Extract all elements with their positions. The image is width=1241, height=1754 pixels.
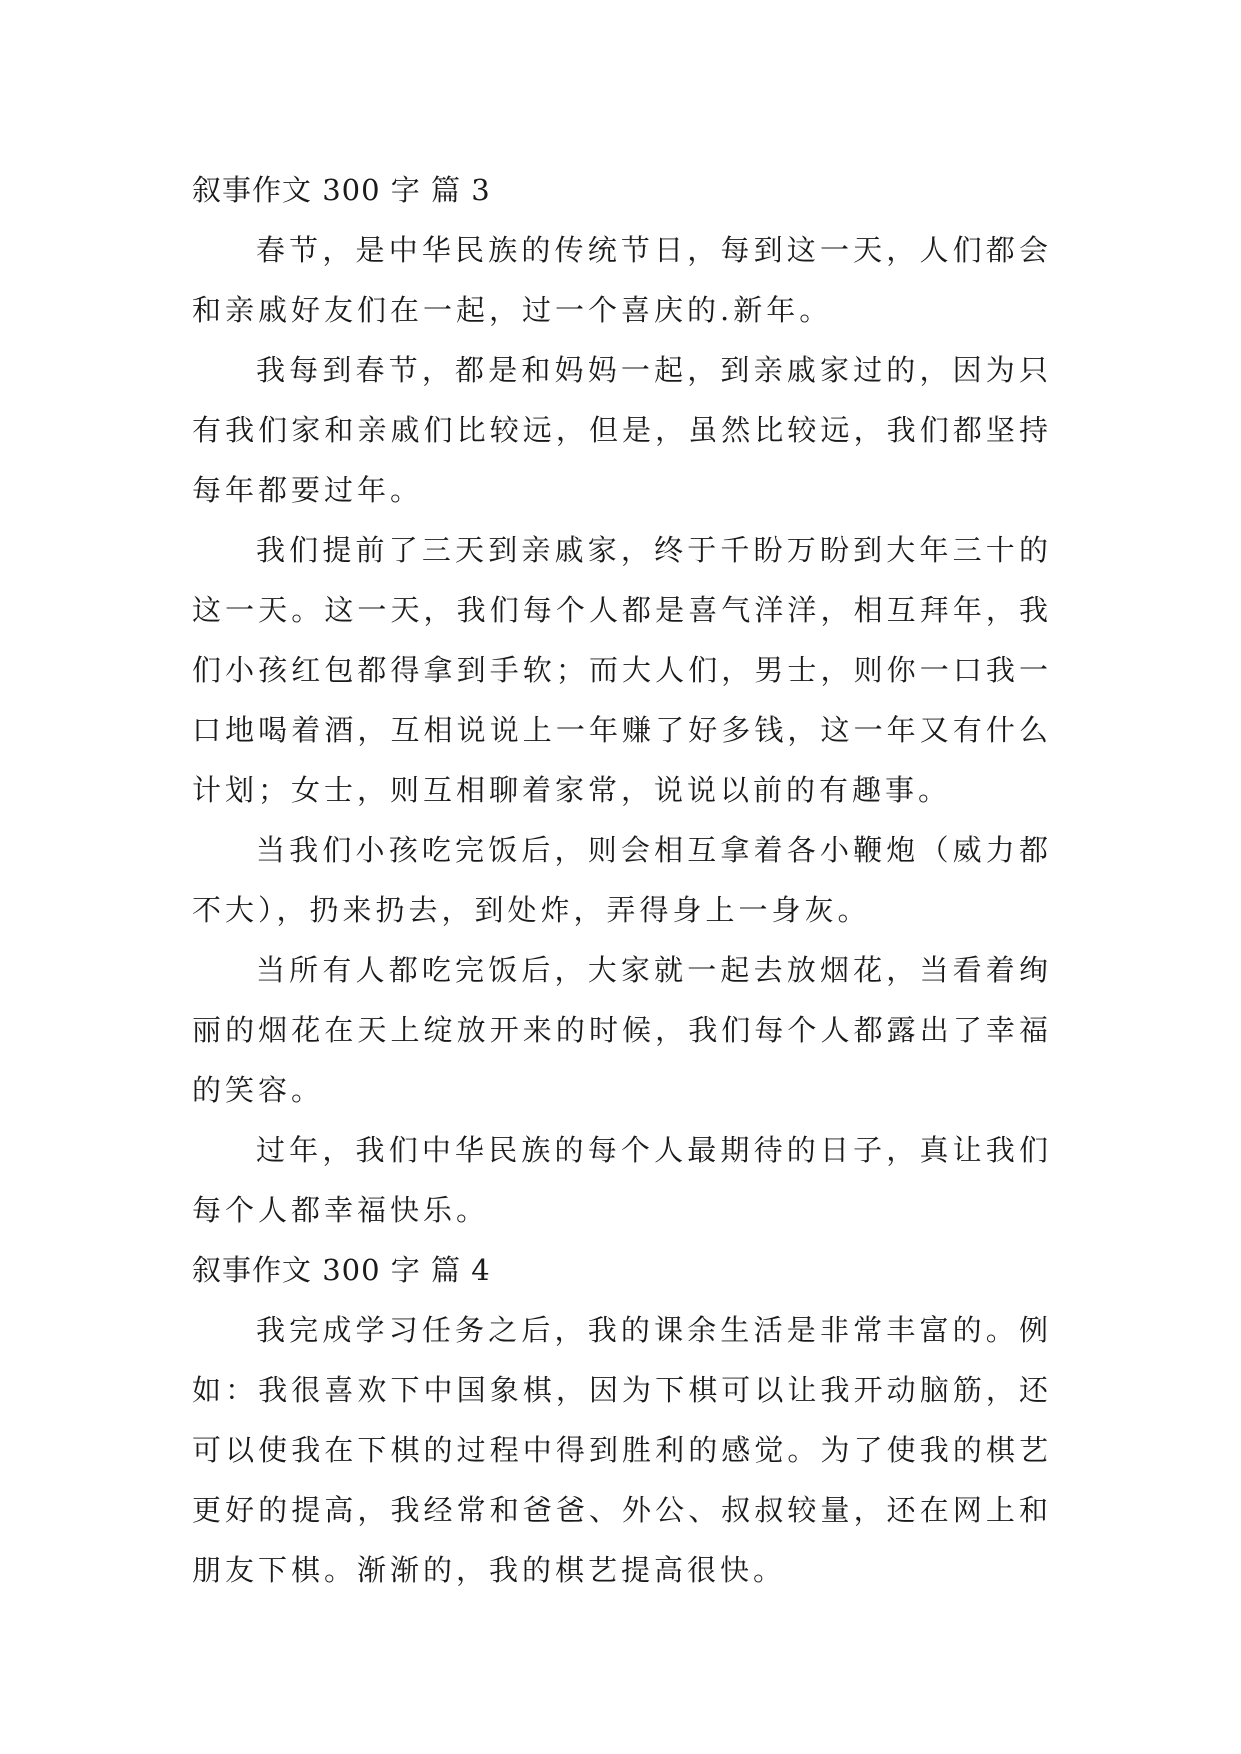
paragraph: 过年，我们中华民族的每个人最期待的日子，真让我们每个人都幸福快乐。: [192, 1133, 1052, 1227]
document-body: [192, 160, 1052, 1600]
paragraph: 当所有人都吃完饭后，大家就一起去放烟花，当看着绚丽的烟花在天上绽放开来的时候，我们每个人都露出了幸福的笑容。: [192, 953, 1052, 1107]
section-title: 叙事作文 300 字 篇 4: [192, 1253, 491, 1287]
paragraph: 我们提前了三天到亲戚家，终于千盼万盼到大年三十的这一天。这一天，我们每个人都是喜气洋洋，相互拜年，我们小孩红包都得拿到手软；而大人们，男士，则你一口我一口地喝着酒，互相说说上一年赚了好多钱，这一年又有什么计划；女士，则互相聊着家常，说说以前的有趣事。: [192, 533, 1052, 807]
paragraph: 春节，是中华民族的传统节日，每到这一天，人们都会和亲戚好友们在一起，过一个喜庆的.新年。: [192, 233, 1052, 327]
paragraph: 我完成学习任务之后，我的课余生活是非常丰富的。例如：我很喜欢下中国象棋，因为下棋可以让我开动脑筋，还可以使我在下棋的过程中得到胜利的感觉。为了使我的棋艺更好的提高，我经常和爸爸、外公、叔叔较量，还在网上和朋友下棋。渐渐的，我的棋艺提高很快。: [192, 1313, 1052, 1587]
section-title: 叙事作文 300 字 篇 3: [192, 173, 491, 207]
paragraph: 当我们小孩吃完饭后，则会相互拿着各小鞭炮（威力都不大），扔来扔去，到处炸，弄得身上一身灰。: [192, 833, 1052, 927]
paragraph: 我每到春节，都是和妈妈一起，到亲戚家过的，因为只有我们家和亲戚们比较远，但是，虽然比较远，我们都坚持每年都要过年。: [192, 353, 1052, 507]
